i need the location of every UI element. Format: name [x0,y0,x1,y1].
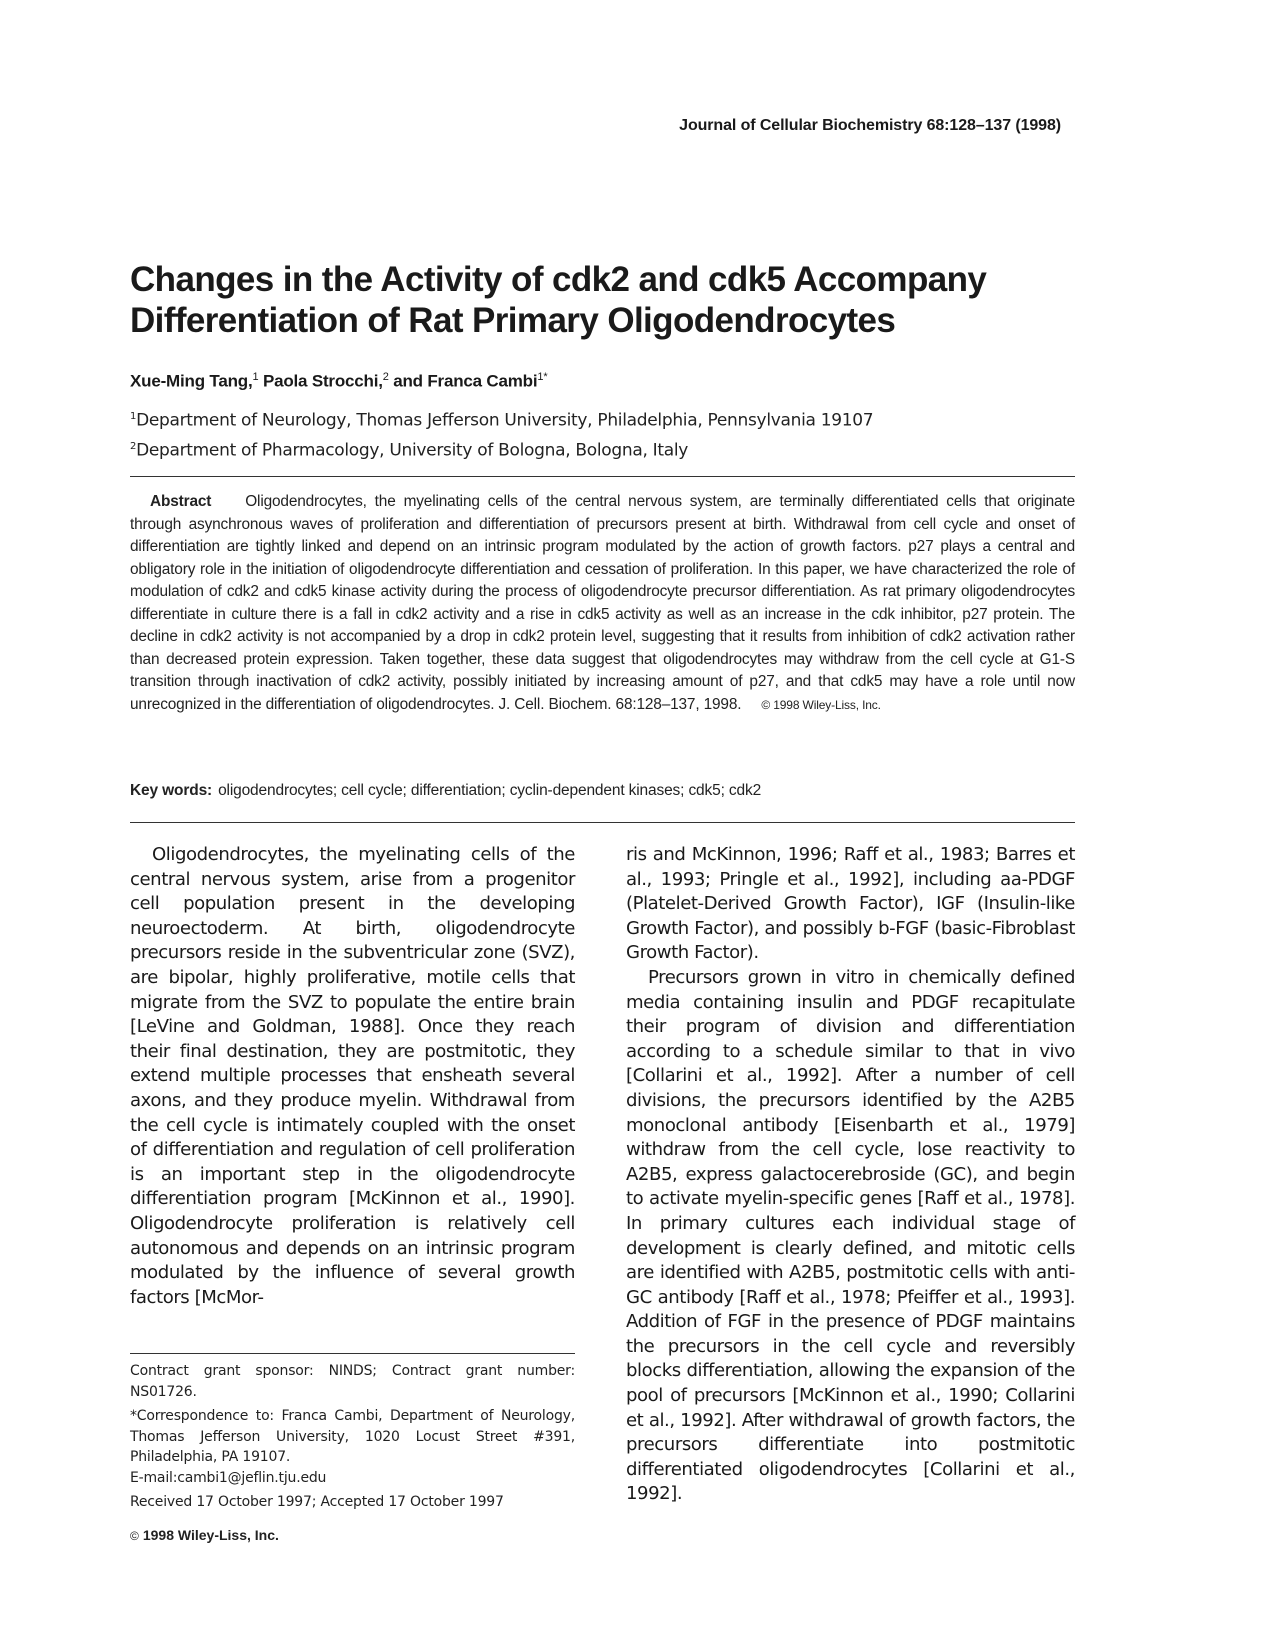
footnote-correspondence: *Correspondence to: Franca Cambi, Department of Neurology, Thomas Jefferson University, 1020 Locust Street #391, Philadelphia, PA 19107. [130,1408,575,1465]
footnote-email: E-mail:cambi1@jeflin.tju.edu [130,1469,327,1486]
author-affil-mark: 1 [252,371,259,383]
body-column-left [130,843,575,1310]
abstract-label: Abstract [150,493,212,510]
footnote-received: Received 17 October 1997; Accepted 17 October 1997 [130,1494,504,1510]
author-list [130,371,547,392]
body-paragraph: ris and McKinnon, 1996; Raff et al., 1983; Barres et al., 1993; Pringle et al., 1992], including aa-PDGF (Platelet-Derived Growth Factor), IGF (Insulin-like Growth Factor), and possibly b-FGF (basic-Fibroblast Growth Factor). [626,844,1075,964]
keywords-text: oligodendrocytes; cell cycle; differentiation; cyclin-dependent kinases; cdk5; cdk2 [218,782,762,799]
copyright-symbol: © [130,1529,139,1543]
author-name: Xue-Ming Tang, [130,371,253,391]
keywords-label: Key words: [130,782,213,799]
body-column-right [626,843,1075,1507]
author-name: Paola Strocchi, [262,371,383,391]
affiliations [130,404,1090,463]
author-affil-mark: 2 [382,371,389,383]
footnote-grant: Contract grant sponsor: NINDS; Contract grant number: NS01726. [130,1363,575,1400]
footnotes [130,1361,575,1517]
page-copyright [130,1527,279,1543]
abstract [130,491,1075,716]
title-line-2: Differentiation of Rat Primary Oligodendrocytes [130,301,896,340]
divider [130,476,1075,477]
affiliation: $^1$Department of Neurology, Thomas Jefferson University, Philadelphia, Pennsylvania 19107 [130,410,874,431]
author-affil-mark: 1* [537,371,548,383]
article-title [130,259,1090,341]
abstract-text: Oligodendrocytes, the myelinating cells of the central nervous system, are terminally differentiated cells that originate through asynchronous waves of proliferation and differentiation of precursors present at birth. Withdrawal from cell cycle and onset of differentiation are tightly linked and depend on an intrinsic program modulated by the action of growth factors. p27 plays a central and obligatory role in the initiation of oligodendrocyte differentiation and cessation of proliferation. In this paper, we have characterized the role of modulation of cdk2 and cdk5 kinase activity during the process of oligodendrocyte precursor differentiation. As rat primary oligodendrocytes differentiate in culture there is a fall in cdk2 activity and a rise in cdk5 activity as well as an increase in the cdk inhibitor, p27 protein. The decline in cdk2 activity is not accompanied by a drop in cdk2 protein level, suggesting that it results from inhibition of cdk2 activation rather than decreased protein expression. Taken together, these data suggest that oligodendrocytes may withdraw from the cell cycle at G1-S transition through inactivation of cdk2 activity, possibly initiated by increasing amount of p27, and that cdk5 may have a role until now unrecognized in the differentiation of oligodendrocytes. J. Cell. Biochem. 68:128–137, 1998. [130,493,1075,713]
title-line-1: Changes in the Activity of cdk2 and cdk5 Accompany [130,260,987,299]
copyright-text: 1998 Wiley-Liss, Inc. [142,1527,279,1543]
author-name: and Franca Cambi [393,371,538,391]
divider [130,822,1075,823]
affiliation: $^2$Department of Pharmacology, University of Bologna, Bologna, Italy [130,440,689,461]
body-paragraph: Oligodendrocytes, the myelinating cells of the central nervous system, arise from a progenitor cell population present in the developing neuroectoderm. At birth, oligodendrocyte precursors reside in the subventricular zone (SVZ), are bipolar, highly proliferative, motile cells that migrate from the SVZ to populate the entire brain [LeVine and Goldman, 1988]. Once they reach their final destination, they are postmitotic, they extend multiple processes that ensheath several axons, and they produce myelin. Withdrawal from the cell cycle is intimately coupled with the onset of differentiation and regulation of cell proliferation is an important step in the oligodendrocyte differentiation program [McKinnon et al., 1990]. Oligodendrocyte proliferation is relatively cell autonomous and depends on an intrinsic program modulated by the influence of several growth factors [McMor- [130,844,575,1308]
footnote-divider [130,1353,575,1354]
keywords [130,782,1075,800]
abstract-copyright: © 1998 Wiley-Liss, Inc. [761,697,881,712]
body-paragraph: Precursors grown in vitro in chemically defined media containing insulin and PDGF recapitulate their program of division and differentiation according to a schedule similar to that in vivo [Collarini et al., 1992]. After a number of cell divisions, the precursors identified by the A2B5 monoclonal antibody [Eisenbarth et al., 1979] withdraw from the cell cycle, lose reactivity to A2B5, express galactocerebroside (GC), and begin to activate myelin-specific genes [Raff et al., 1978]. In primary cultures each individual stage of development is clearly defined, and mitotic cells are identified with A2B5, postmitotic cells with anti-GC antibody [Raff et al., 1978; Pfeiffer et al., 1993]. Addition of FGF in the presence of PDGF maintains the precursors in the cell cycle and reversibly blocks differentiation, allowing the expansion of the pool of precursors [McKinnon et al., 1990; Collarini et al., 1992]. After withdrawal of growth factors, the precursors differentiate into postmitotic differentiated oligodendrocytes [Collarini et al., 1992]. [626,966,1075,1505]
journal-reference: Journal of Cellular Biochemistry 68:128–137 (1998) [679,117,1061,134]
